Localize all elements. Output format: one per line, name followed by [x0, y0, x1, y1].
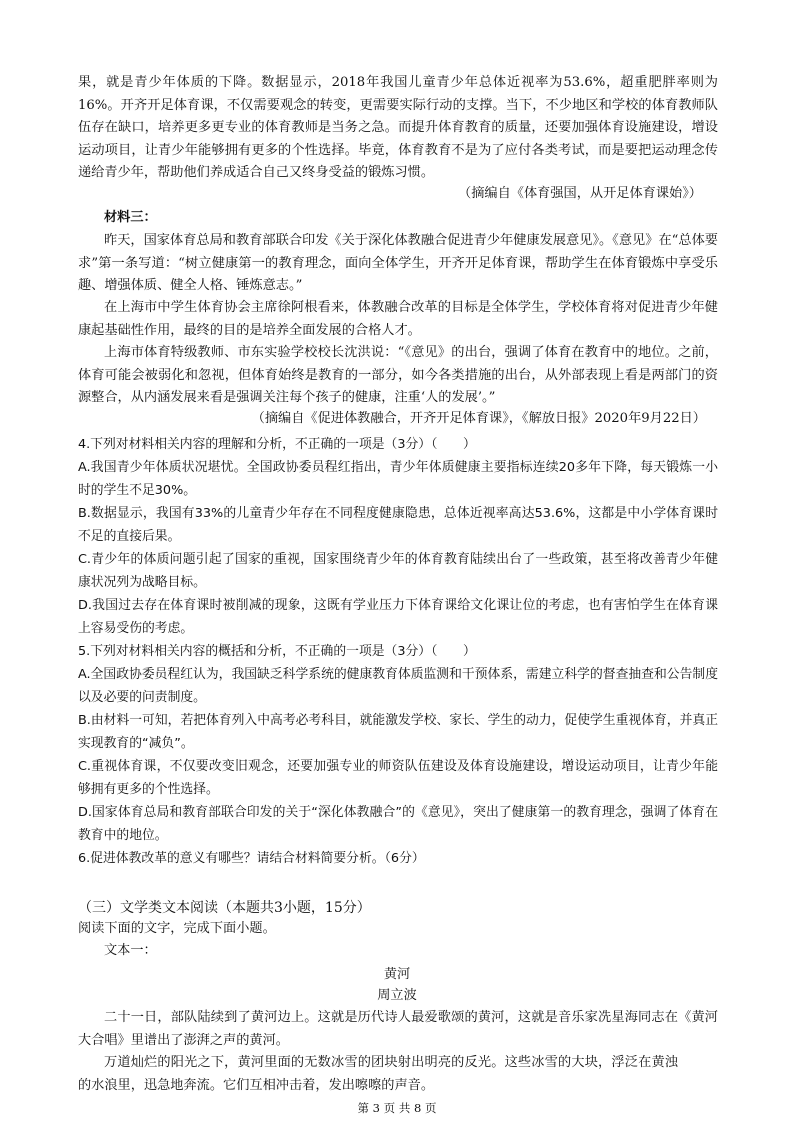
- article-title: 黄河: [383, 967, 411, 982]
- material3-paragraph-1: 昨天，国家体育总局和教育部联合印发《关于深化体教融合促进青少年健康发展意见》。《意见》在“总体要求”第一条写道：“树立健康第一的教育理念，面向全体学生，开齐开足体育课，帮助学生在体育锻炼中享受乐趣、增强体质、健全人格、锤炼意志。”: [78, 233, 718, 293]
- material2-paragraph: 果，就是青少年体质的下降。数据显示，2018年我国儿童青少年总体近视率为53.6%，超重肥胖率则为16%。开齐开足体育课，不仅需要观念的转变，更需要实际行动的支撑。当下，不少地区和学校的体育教师队伍存在缺口，培养更多更专业的体育教师是当务之急。而提升体育教育的质量，还要加强体育设施建设，增设运动项目，让青少年能够拥有更多的个性选择。毕竟，体育教育不是为了应付各类考试，而是要把运动理念传递给青少年，帮助他们养成适合自己又终身受益的锻炼习惯。: [78, 75, 718, 180]
- question-4-option-b: B.数据显示，我国有33%的儿童青少年存在不同程度健康隐患，总体近视率高达53.6%，这都是中小学体育课时不足的直接后果。: [78, 506, 718, 544]
- article-paragraph-1: 二十一日，部队陆续到了黄河边上。这就是历代诗人最爱歌颂的黄河，这就是音乐家冼星海同志在《黄河大合唱》里谱出了澎湃之声的黄河。: [78, 1010, 718, 1048]
- material3-heading: 材料三：: [104, 210, 157, 225]
- question-6-stem: 6.促进体教改革的意义有哪些？请结合材料简要分析。（6分）: [78, 851, 425, 866]
- question-5-option-c: C.重视体育课，不仅要改变旧观念，还要加强专业的师资队伍建设及体育设施建设，增设运动项目，让青少年能够拥有更多的个性选择。: [78, 759, 718, 797]
- question-4-stem: 4.下列对材料相关内容的理解和分析，不正确的一项是（3分）（ ）: [78, 437, 476, 452]
- material3-paragraph-3: 上海市体育特级教师、市东实验学校校长沈洪说：“《意见》的出台，强调了体育在教育中的地位。之前，体育可能会被弱化和忽视，但体育始终是教育的一部分，如今各类措施的出台，从外部表现上看是两部门的资源整合，从内涵发展来看是强调关注每个孩子的健康，注重‘人的发展’。”: [78, 345, 718, 405]
- text-one-label: 文本一：: [104, 943, 157, 958]
- question-4-option-a: A.我国青少年体质状况堪忧。全国政协委员程红指出，青少年体质健康主要指标连续20多年下降，每天锻炼一小时的学生不足30%。: [78, 460, 718, 498]
- question-5-option-a: A.全国政协委员程红认为，我国缺乏科学系统的健康教育体质监测和干预体系，需建立科学的督查抽查和公告制度以及必要的问责制度。: [78, 667, 718, 705]
- question-5-option-d: D.国家体育总局和教育部联合印发的关于“深化体教融合”的《意见》，突出了健康第一的教育理念，强调了体育在教育中的地位。: [78, 805, 718, 843]
- question-4-option-d: D.我国过去存在体育课时被削减的现象，这既有学业压力下体育课给文化课让位的考虑，也有害怕学生在体育课上容易受伤的考虑。: [78, 598, 718, 636]
- section3-title: （三）文学类文本阅读（本题共3小题，15分）: [78, 900, 371, 916]
- question-5-stem: 5.下列对材料相关内容的概括和分析，不正确的一项是（3分）（ ）: [78, 644, 476, 659]
- article-paragraph-2: 万道灿烂的阳光之下，黄河里面的无数冰雪的团块射出明亮的反光。这些冰雪的大块，浮泛在黄浊的水浪里，迅急地奔流。它们互相冲击着，发出嚓嚓的声音。: [78, 1055, 678, 1093]
- section3-instruction: 阅读下面的文字，完成下面小题。: [78, 921, 276, 936]
- question-5-option-b: B.由材料一可知，若把体育列入中高考必考科目，就能激发学校、家长、学生的动力，促使学生重视体育，并真正实现教育的“减负”。: [78, 713, 718, 751]
- page-footer: 第 3 页 共 8 页: [357, 1101, 437, 1115]
- question-4-option-c: C.青少年的体质问题引起了国家的重视，国家围绕青少年的体育教育陆续出台了一些政策，甚至将改善青少年健康状况列为战略目标。: [78, 552, 718, 590]
- material3-paragraph-2: 在上海市中学生体育协会主席徐阿根看来，体教融合改革的目标是全体学生，学校体育将对促进青少年健康起基础性作用，最终的目的是培养全面发展的合格人才。: [78, 300, 718, 338]
- material3-source: （摘编自《促进体教融合，开齐开足体育课》，《解放日报》2020年9月22日）: [251, 411, 706, 426]
- material2-source: （摘编自《体育强国，从开足体育课始》）: [458, 186, 702, 201]
- article-author: 周立波: [377, 988, 417, 1003]
